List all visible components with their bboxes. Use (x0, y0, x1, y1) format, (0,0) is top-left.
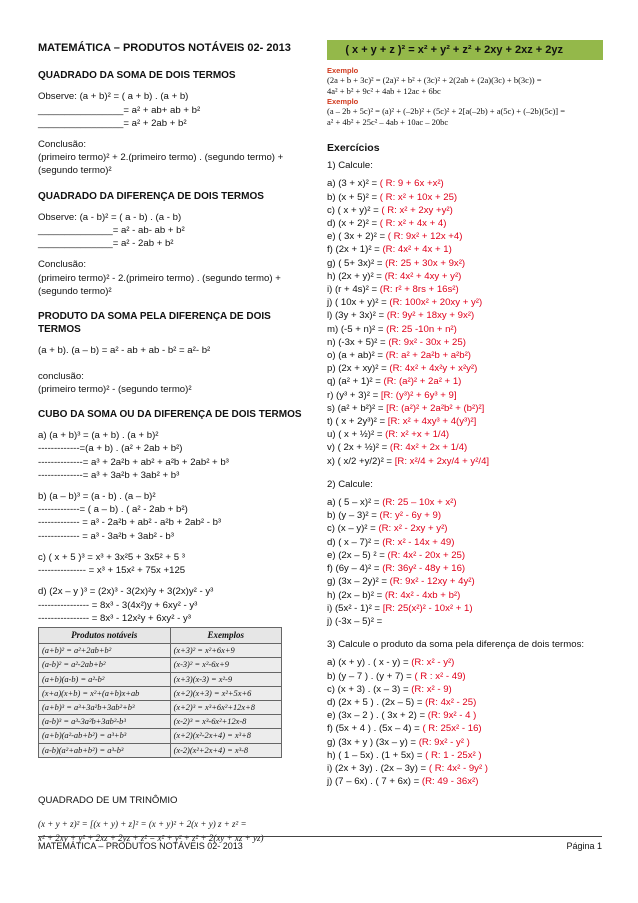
table-cell: (a+b)² = a²+2ab+b² (39, 644, 171, 658)
question-3-list (327, 656, 603, 788)
table-header: Produtos notáveis (39, 627, 171, 643)
exercise-expression: h) (2x + y)² = (327, 270, 385, 282)
conclusion-label: Conclusão: (38, 139, 86, 151)
exercise-expression: f) (6y – 4)² = (327, 563, 383, 575)
exercise-item (327, 362, 603, 375)
footer-title: MATEMÁTICA – PRODUTOS NOTÁVEIS 02- 2013 (38, 841, 243, 851)
exercise-expression: c) (x – y)² = (327, 523, 379, 535)
table-header: Exemplos (170, 627, 281, 643)
exercise-answer: (R: x² +x + 1/4) (385, 429, 450, 441)
section-heading: PRODUTO DA SOMA PELA DIFERENÇA DE DOIS TERMOS (38, 311, 274, 336)
exercise-answer: (R: 100x² + 20xy + y²) (389, 297, 483, 309)
exercise-item (327, 428, 603, 441)
exercise-answer: (R: 36y² - 48y + 16) (382, 563, 466, 575)
exercise-item (327, 177, 603, 190)
exercise-answer: [R: 25(x²)² - 10x² + 1) (382, 602, 473, 614)
question-title: 1) Calcule: (327, 160, 373, 172)
table-row (39, 686, 282, 700)
table-row (39, 644, 282, 658)
exercise-answer: ( R: x² + 10x + 25) (379, 191, 458, 203)
exercise-answer: (R: 4x² - 20x + 25) (387, 549, 466, 561)
exercise-item (327, 696, 603, 709)
table-cell: (a-b)³ = a³-3a²b+3ab²-b³ (39, 715, 171, 729)
example-line: (2a + b + 3c)² = (2a)² + b² + (3c)² + 2(2ab + (2a)(3c) + b(3c)) = (327, 75, 542, 85)
example-label: Exemplo (327, 97, 359, 106)
exercise-item (327, 496, 603, 509)
exercise-answer: [R: (a²)² + 2a²b² + (b²)²] (386, 402, 485, 414)
text-line: ________________= a² + ab+ ab + b² (38, 104, 201, 116)
exercise-answer: (R: 4x² + 4x + 1) (382, 244, 452, 256)
exercise-item (327, 243, 603, 256)
text-line: Observe: (a - b)² = ( a - b) . (a - b) (38, 211, 182, 223)
exercise-expression: j) (7 – 6x) . ( 7 + 6x) = (327, 776, 422, 788)
example-label: Exemplo (327, 66, 359, 75)
exercise-item (327, 549, 603, 562)
exercise-item (327, 296, 603, 309)
exercise-expression: d) (x + 2)² = (327, 218, 380, 230)
conclusion-label: Conclusão: (38, 259, 86, 271)
exercise-expression: g) (3x + y ) (3x – y) = (327, 736, 419, 748)
exercise-answer: (R: 25 – 10x + x²) (382, 497, 457, 509)
exercise-item (327, 562, 603, 575)
exercise-answer: ( R: 9x² + 12x +4) (387, 231, 463, 243)
text-line: --------------= a³ + 2a²b + ab² + a²b + 2ab² + b³ (38, 456, 229, 468)
table-cell: (a+b)(a²-ab+b²) = a³+b³ (39, 729, 171, 743)
exercise-answer: ( R: x² + 4x + 4) (379, 218, 447, 230)
text-line: --------------- = x³ + 15x² + 75x +125 (38, 565, 186, 577)
exercise-answer: (R: 9x² - 30x + 25) (388, 336, 466, 348)
question-title: 3) Calcule o produto da soma pela diferença de dois termos: (327, 639, 585, 651)
exercise-answer: (R: 4x² - 4xb + b²) (384, 589, 461, 601)
exercise-item (327, 615, 603, 628)
exercise-expression: b) (x + 5)² = (327, 191, 380, 203)
exercise-expression: d) (2x + 5 ) . (2x – 5) = (327, 696, 426, 708)
exercise-expression: h) ( 1 – 5x) . (1 + 5x) = (327, 749, 426, 761)
exercise-item (327, 415, 603, 428)
exercise-expression: e) (3x – 2 ) . ( 3x + 2) = (327, 710, 428, 722)
exercise-item (327, 217, 603, 230)
conclusion-text: (primeiro termo)² + 2.(primeiro termo) . (segundo termo) + (segundo termo)² (38, 152, 286, 177)
exercise-expression: q) (a² + 1)² = (327, 376, 384, 388)
exercise-expression: l) (3y + 3x)² = (327, 310, 387, 322)
exercise-item (327, 736, 603, 749)
exercise-item (327, 283, 603, 296)
exercise-expression: a) (x + y) . ( x - y) = (327, 657, 412, 669)
exercise-item (327, 536, 603, 549)
text-line: a) (a + b)³ = (a + b) . (a + b)² (38, 430, 159, 442)
exercise-answer: ( R: 1 - 25x² ) (425, 749, 482, 761)
exercise-expression: n) (-3x + 5)² = (327, 336, 389, 348)
exercise-answer: [R: x²/4 + 2xy/4 + y²/4] (394, 455, 490, 467)
section-heading: QUADRADO DA SOMA DE DOIS TERMOS (38, 70, 236, 82)
exercise-expression: i) (5x² - 1)² = (327, 602, 383, 614)
exercise-item (327, 309, 603, 322)
exercise-expression: e) (2x – 5) ² = (327, 549, 388, 561)
exercise-answer: (R: (a²)² + 2a² + 1) (383, 376, 462, 388)
exercise-expression: b) (y – 3)² = (327, 510, 380, 522)
table-cell: (a-b)(a²+ab+b²) = a³-b³ (39, 743, 171, 757)
table-row (39, 672, 282, 686)
exercise-answer: ( R: x² + 2xy +y²) (381, 204, 453, 216)
table-cell: (x+a)(x+b) = x²+(a+b)x+ab (39, 686, 171, 700)
page-number: Página 1 (566, 841, 602, 851)
exercise-answer: ( R : x² - 49) (414, 670, 466, 682)
table-cell: (x+2)(x²-2x+4) = x³+8 (170, 729, 281, 743)
text-line: ------------- = a³ - 3a²b + 3ab² - b³ (38, 530, 174, 542)
table-cell: (x-2)(x²+2x+4) = x³-8 (170, 743, 281, 757)
table-cell: (x+3)(x-3) = x²-9 (170, 672, 281, 686)
exercise-answer: (R: a² + 2a²b + a²b²) (385, 350, 471, 362)
exercise-item (327, 441, 603, 454)
table-cell: (x-3)² = x²-6x+9 (170, 658, 281, 672)
conclusion-text: (primeiro termo)² - (segundo termo)² (38, 383, 192, 395)
page-footer (38, 836, 602, 851)
text-line: --------------= a³ + 3a²b + 3ab² + b³ (38, 469, 180, 481)
exercise-item (327, 775, 603, 788)
text-line: Observe: (a + b)² = ( a + b) . (a + b) (38, 91, 189, 103)
left-column (38, 42, 308, 845)
exercise-expression: d) ( x – 7)² = (327, 536, 383, 548)
exercise-item (327, 749, 603, 762)
exercise-answer: (R: 9x² - y² ) (418, 736, 470, 748)
text-line: c) ( x + 5 )³ = x³ + 3x²5 + 3x5² + 5 ³ (38, 551, 185, 563)
text-line: x² + 2xy + y² + 2xz + 2yz + z² = x² + y² + z² + 2(xy + xz + yz) (38, 832, 264, 843)
exercise-expression: e) ( 3x + 2)² = (327, 231, 388, 243)
exercise-item (327, 709, 603, 722)
table-row (39, 658, 282, 672)
exercise-expression: t) ( x + 2y³)² = (327, 416, 388, 428)
text-line: (x + y + z)² = [(x + y) + z]² = (x + y)² + 2(x + y) z + z² = (38, 818, 247, 829)
text-line: b) (a – b)³ = (a - b) . (a – b)² (38, 491, 156, 503)
exercise-expression: g) (3x – 2y)² = (327, 576, 390, 588)
exercise-expression: a) ( 5 – x)² = (327, 497, 383, 509)
exercise-answer: (R: 4x² + 2x + 1/4) (389, 442, 468, 454)
exercise-item (327, 762, 603, 775)
example-line: (a – 2b + 5c)² = (a)² + (–2b)² + (5c)² + 2[a(–2b) + a(5c) + (–2b)(5c)] = (327, 106, 566, 116)
exercise-item (327, 455, 603, 468)
exercise-item (327, 670, 603, 683)
exercise-item (327, 191, 603, 204)
right-column (327, 40, 603, 788)
text-line: d) (2x – y )³ = (2x)³ - 3(2x)²y + 3(2x)y² - y³ (38, 586, 214, 598)
table-cell: (x+3)² = x²+6x+9 (170, 644, 281, 658)
exercise-expression: h) (2x – b)² = (327, 589, 385, 601)
exercise-item (327, 683, 603, 696)
exercise-expression: c) (x + 3) . (x – 3) = (327, 683, 412, 695)
exercise-item (327, 204, 603, 217)
exercise-item (327, 602, 603, 615)
section-heading: CUBO DA SOMA OU DA DIFERENÇA DE DOIS TERMOS (38, 409, 302, 421)
exercise-expression: b) (y – 7 ) . (y + 7) = (327, 670, 415, 682)
exercise-item (327, 257, 603, 270)
table-row (39, 715, 282, 729)
example-line: a² + 4b² + 25c² – 4ab + 10ac – 20bc (327, 117, 449, 127)
notable-products-table (38, 627, 282, 758)
table-cell: (x-2)³ = x³-6x²+12x-8 (170, 715, 281, 729)
exercise-expression: i) (2x + 3y) . (2x – 3y) = (327, 762, 429, 774)
table-cell: (a+b)³ = a³+3a²b+3ab²+b³ (39, 700, 171, 714)
exercise-expression: i) (r + 4s)² = (327, 284, 380, 296)
exercise-answer: (R: x² - 9) (411, 683, 452, 695)
exercise-answer: (R: r² + 8rs + 16s²) (379, 284, 459, 296)
table-row (39, 700, 282, 714)
exercise-answer: (R: 4x² + 4xy + y²) (384, 270, 462, 282)
exercise-expression: s) (a² + b²)² = (327, 402, 387, 414)
exercise-item (327, 509, 603, 522)
exercise-answer: [R: x² + 4xy³ + 4(y³)²] (387, 416, 477, 428)
page-title: MATEMÁTICA – PRODUTOS NOTÁVEIS 02- 2013 (38, 42, 291, 54)
exercise-item (327, 389, 603, 402)
exercise-answer: (R: 9x² - 4 ) (427, 710, 477, 722)
exercise-answer: ( R: 25x² - 16) (422, 723, 482, 735)
exercise-expression: o) (a + ab)² = (327, 350, 386, 362)
question-1-list (327, 177, 603, 467)
exercise-item (327, 349, 603, 362)
exercise-answer: (R: 49 - 36x²) (421, 776, 479, 788)
exercise-answer: [R: (y³)² + 6y³ + 9] (380, 389, 457, 401)
exercise-expression: f) (5x + 4 ) . (5x – 4) = (327, 723, 423, 735)
exercise-expression: a) (3 + x)² = (327, 178, 380, 190)
exercise-item (327, 323, 603, 336)
exercise-item (327, 722, 603, 735)
example-line: 4a² + b² + 9c² + 4ab + 12ac + 6bc (327, 86, 441, 96)
exercise-item (327, 589, 603, 602)
text-line: (a + b). (a – b) = a² - ab + ab - b² = a²- b² (38, 345, 211, 357)
exercise-item (327, 522, 603, 535)
exercises-heading: Exercícios (327, 142, 380, 154)
text-line: -------------= ( a – b) . ( a² - 2ab + b²) (38, 504, 188, 516)
table-row (39, 729, 282, 743)
exercise-expression: x) ( x/2 +y/2)² = (327, 455, 395, 467)
section-heading: QUADRADO DA DIFERENÇA DE DOIS TERMOS (38, 190, 264, 202)
question-title: 2) Calcule: (327, 478, 373, 490)
exercise-answer: (R: y² - 6y + 9) (379, 510, 442, 522)
text-line: ---------------- = 8x³ - 3(4x²)y + 6xy² - y³ (38, 599, 198, 611)
section-heading: QUADRADO DE UM TRINÔMIO (38, 794, 178, 806)
trinomial-banner: ( x + y + z )² = x² + y² + z² + 2xy + 2xz + 2yz (327, 40, 603, 60)
exercise-answer: ( R: 4x² - 9y² ) (428, 762, 489, 774)
exercise-answer: (R: x² - 2xy + y²) (378, 523, 448, 535)
table-cell: (x+2)³ = x³+6x²+12x+8 (170, 700, 281, 714)
table-cell: (a+b)(a-b) = a²-b² (39, 672, 171, 686)
exercise-expression: m) (-5 + n)² = (327, 323, 387, 335)
text-line: -------------=(a + b) . (a² + 2ab + b²) (38, 443, 183, 455)
exercise-expression: c) ( x + y)² = (327, 204, 382, 216)
conclusion-label: conclusão: (38, 370, 84, 382)
exercise-expression: f) (2x + 1)² = (327, 244, 383, 256)
question-2-list (327, 496, 603, 628)
conclusion-text: (primeiro termo)² - 2.(primeiro termo) . (segundo termo) + (segundo termo)² (38, 272, 284, 297)
exercise-item (327, 270, 603, 283)
text-line: ________________= a² + 2ab + b² (38, 117, 187, 129)
exercise-expression: j) ( 10x + y)² = (327, 297, 390, 309)
exercise-expression: p) (2x + xy)² = (327, 363, 390, 375)
table-cell: (x+2)(x+3) = x²+5x+6 (170, 686, 281, 700)
text-line: ------------- = a³ - 2a²b + ab² - a²b + 2ab² - b³ (38, 517, 222, 529)
text-line: ______________= a² - 2ab + b² (38, 238, 174, 250)
exercise-answer: (R: x² - y²) (411, 657, 455, 669)
exercise-expression: j) (-3x – 5)² = (327, 615, 385, 627)
exercise-answer: (R: 9y² + 18xy + 9x²) (386, 310, 475, 322)
exercise-answer: (R: 4x² + 4x²y + x²y²) (389, 363, 478, 375)
exercise-answer: (R: 9x² - 12xy + 4y²) (389, 576, 475, 588)
text-line: ---------------- = 8x³ - 12x²y + 6xy² - y³ (38, 612, 191, 624)
exercise-item (327, 402, 603, 415)
exercise-answer: (R: 25 -10n + n²) (386, 323, 457, 335)
exercise-item (327, 230, 603, 243)
exercise-expression: r) (y³ + 3)² = (327, 389, 381, 401)
exercise-expression: u) ( x + ½)² = (327, 429, 386, 441)
exercise-item (327, 375, 603, 388)
exercise-answer: (R: 4x² - 25) (425, 696, 477, 708)
exercise-answer: ( R: 9 + 6x +x²) (379, 178, 444, 190)
text-line: ______________= a² - ab- ab + b² (38, 225, 185, 237)
table-row (39, 743, 282, 757)
exercise-expression: g) ( 5+ 3x)² = (327, 257, 386, 269)
exercise-item (327, 336, 603, 349)
exercise-expression: v) ( 2x + ½)² = (327, 442, 390, 454)
exercise-item (327, 656, 603, 669)
exercise-item (327, 575, 603, 588)
table-cell: (a-b)² = a²-2ab+b² (39, 658, 171, 672)
exercise-answer: (R: x² - 14x + 49) (382, 536, 455, 548)
exercise-answer: (R: 25 + 30x + 9x²) (385, 257, 466, 269)
